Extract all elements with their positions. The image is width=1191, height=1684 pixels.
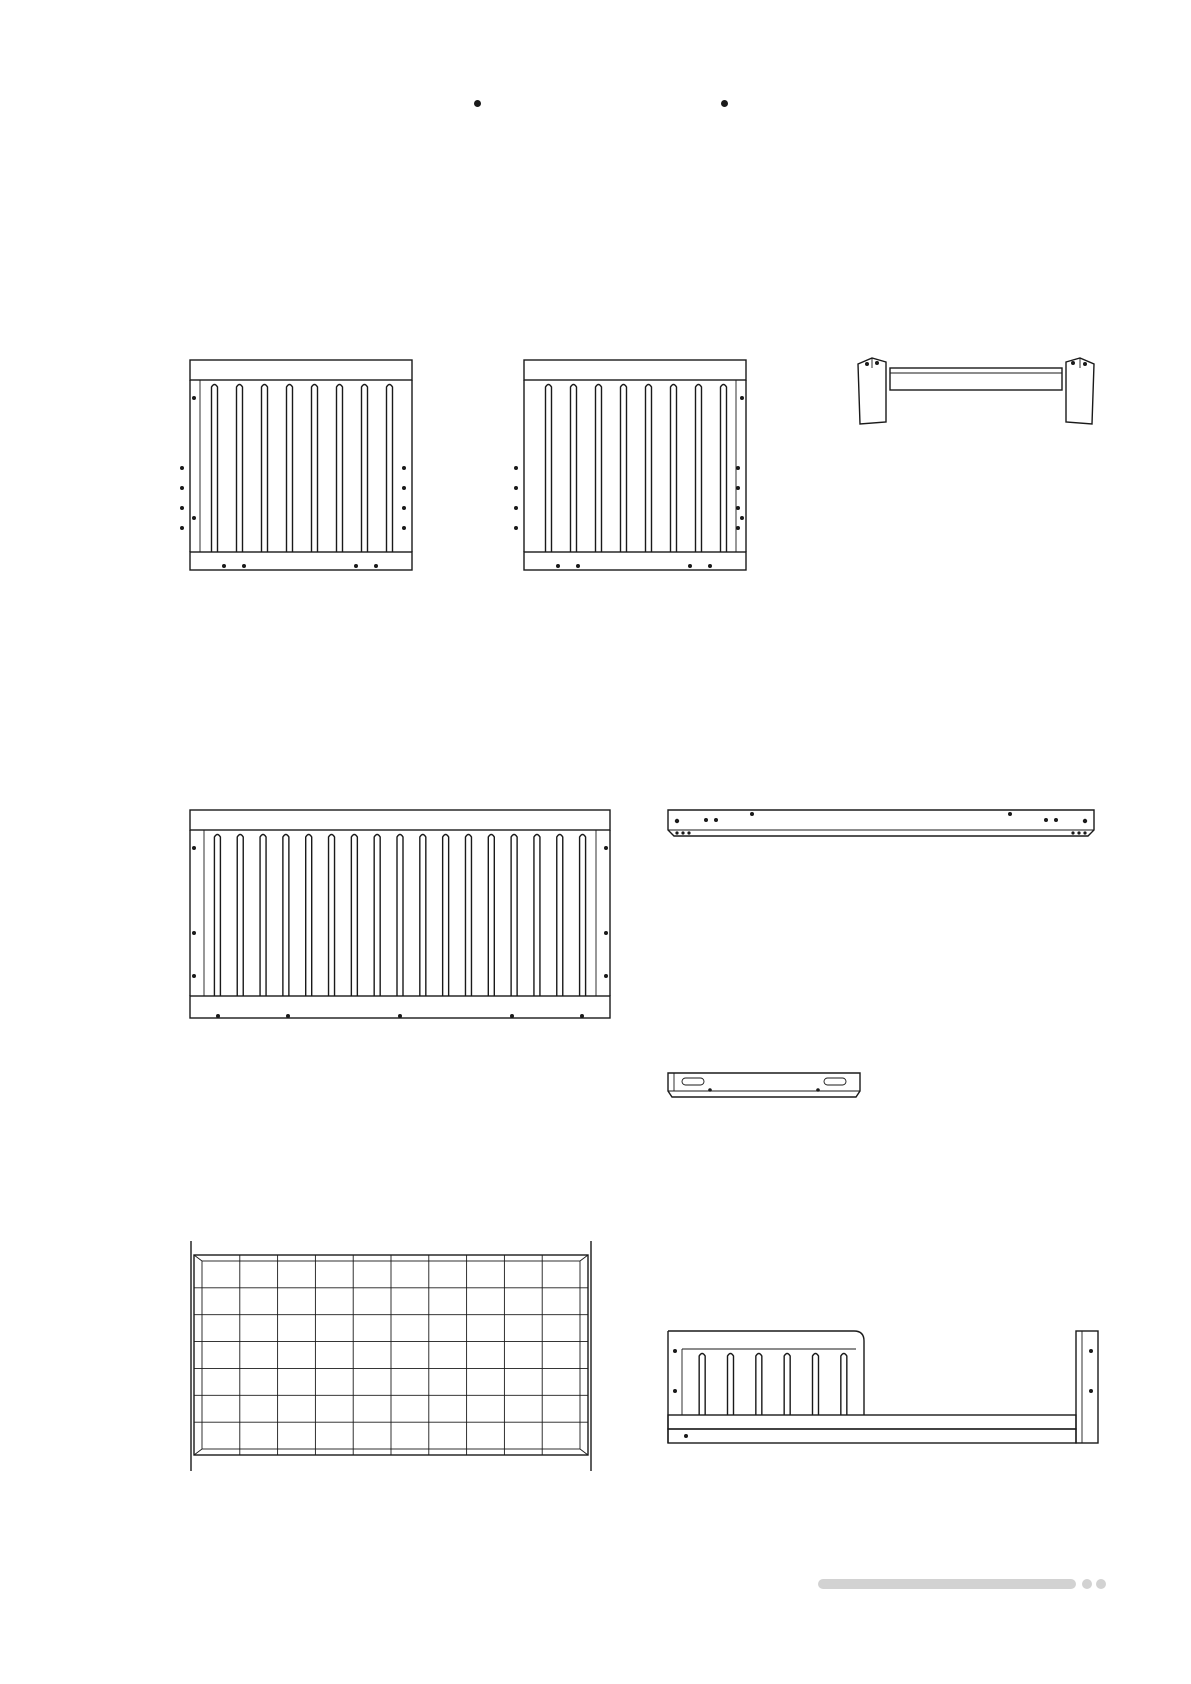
side-panel-hole-6 [604, 974, 608, 978]
side-panel-slat-13 [488, 835, 494, 997]
end-panel-left-hole-1 [180, 466, 184, 470]
side-panel-slat-6 [329, 835, 335, 997]
end-panel-left-hole-2 [180, 486, 184, 490]
end-panel-right-slat-4 [621, 385, 627, 553]
side-panel-slat-10 [420, 835, 426, 997]
side-panel-slat-17 [580, 835, 586, 997]
end-panel-right-hole-6 [736, 486, 740, 490]
end-panel-right-hole-12 [576, 564, 580, 568]
header-dot-right [721, 100, 728, 107]
end-panel-left-hole-6 [402, 486, 406, 490]
side-panel-slat-15 [534, 835, 540, 997]
end-panel-left-slat-7 [362, 385, 368, 553]
side-panel-hole-9 [398, 1014, 402, 1018]
end-panel-left-hole-3 [180, 506, 184, 510]
end-panel-right-hole-7 [736, 506, 740, 510]
side-panel-hole-2 [192, 931, 196, 935]
end-panel-right-drawing [522, 358, 750, 576]
long-rail-drawing [666, 808, 1096, 838]
end-panel-right-hole-11 [556, 564, 560, 568]
end-panel-right-hole-8 [736, 526, 740, 530]
end-panel-left-slat-5 [312, 385, 318, 553]
end-panel-right-hole-9 [740, 396, 744, 400]
end-panel-right-hole-4 [514, 526, 518, 530]
toddler-guard-rail-slat-6 [841, 1354, 847, 1416]
side-panel-slat-2 [237, 835, 243, 997]
side-panel-drawing [188, 808, 612, 1028]
footer-dot-1 [1082, 1579, 1092, 1589]
end-panel-right-hole-14 [708, 564, 712, 568]
end-panel-left-hole-9 [192, 396, 196, 400]
footer-dot-2 [1096, 1579, 1106, 1589]
side-panel-slat-3 [260, 835, 266, 997]
side-panel-hole-1 [192, 846, 196, 850]
end-panel-right-hole-10 [740, 516, 744, 520]
end-panel-left-slat-4 [287, 385, 293, 553]
side-panel-hole-11 [580, 1014, 584, 1018]
end-panel-right-hole-13 [688, 564, 692, 568]
end-panel-right-slat-8 [721, 385, 727, 553]
side-panel-hole-7 [216, 1014, 220, 1018]
end-panel-left-hole-11 [222, 564, 226, 568]
end-panel-left-hole-4 [180, 526, 184, 530]
support-bench-drawing [856, 356, 1096, 430]
side-panel-slat-7 [351, 835, 357, 997]
toddler-guard-rail-slat-3 [756, 1354, 762, 1416]
toddler-guard-rail-slat-2 [728, 1354, 734, 1416]
end-panel-right-slat-3 [596, 385, 602, 553]
side-panel-slat-16 [557, 835, 563, 997]
toddler-guard-rail-slat-4 [784, 1354, 790, 1416]
side-panel-slat-4 [283, 835, 289, 997]
end-panel-right-hole-5 [736, 466, 740, 470]
short-rail-drawing [666, 1071, 862, 1099]
side-panel-hole-3 [192, 974, 196, 978]
side-panel-slat-8 [374, 835, 380, 997]
side-panel-slat-9 [397, 835, 403, 997]
footer-bar [818, 1579, 1076, 1589]
side-panel-slat-12 [465, 835, 471, 997]
toddler-guard-rail-slat-1 [699, 1354, 705, 1416]
end-panel-left-drawing [188, 358, 416, 576]
side-panel-slat-1 [214, 835, 220, 997]
side-panel-hole-8 [286, 1014, 290, 1018]
toddler-guard-rail-slat-5 [813, 1354, 819, 1416]
end-panel-right-hole-3 [514, 506, 518, 510]
end-panel-right-slat-1 [546, 385, 552, 553]
side-panel-slat-14 [511, 835, 517, 997]
end-panel-left-slat-8 [387, 385, 393, 553]
end-panel-right-slat-2 [571, 385, 577, 553]
end-panel-left-hole-12 [242, 564, 246, 568]
side-panel-hole-10 [510, 1014, 514, 1018]
side-panel-slat-5 [306, 835, 312, 997]
header-dot-left [474, 100, 481, 107]
end-panel-left-hole-8 [402, 526, 406, 530]
end-panel-right-slat-7 [696, 385, 702, 553]
end-panel-left-hole-5 [402, 466, 406, 470]
end-panel-left-hole-10 [192, 516, 196, 520]
end-panel-right-slat-6 [671, 385, 677, 553]
side-panel-hole-4 [604, 846, 608, 850]
end-panel-right-hole-2 [514, 486, 518, 490]
end-panel-left-slat-6 [337, 385, 343, 553]
end-panel-left-hole-13 [354, 564, 358, 568]
end-panel-left-hole-7 [402, 506, 406, 510]
side-panel-slat-11 [443, 835, 449, 997]
end-panel-left-slat-3 [262, 385, 268, 553]
end-panel-left-hole-14 [374, 564, 378, 568]
end-panel-right-slat-5 [646, 385, 652, 553]
toddler-guard-rail-drawing [666, 1329, 1100, 1447]
mattress-base-drawing [188, 1241, 596, 1471]
end-panel-left-slat-2 [237, 385, 243, 553]
side-panel-hole-5 [604, 931, 608, 935]
end-panel-left-slat-1 [212, 385, 218, 553]
end-panel-right-hole-1 [514, 466, 518, 470]
